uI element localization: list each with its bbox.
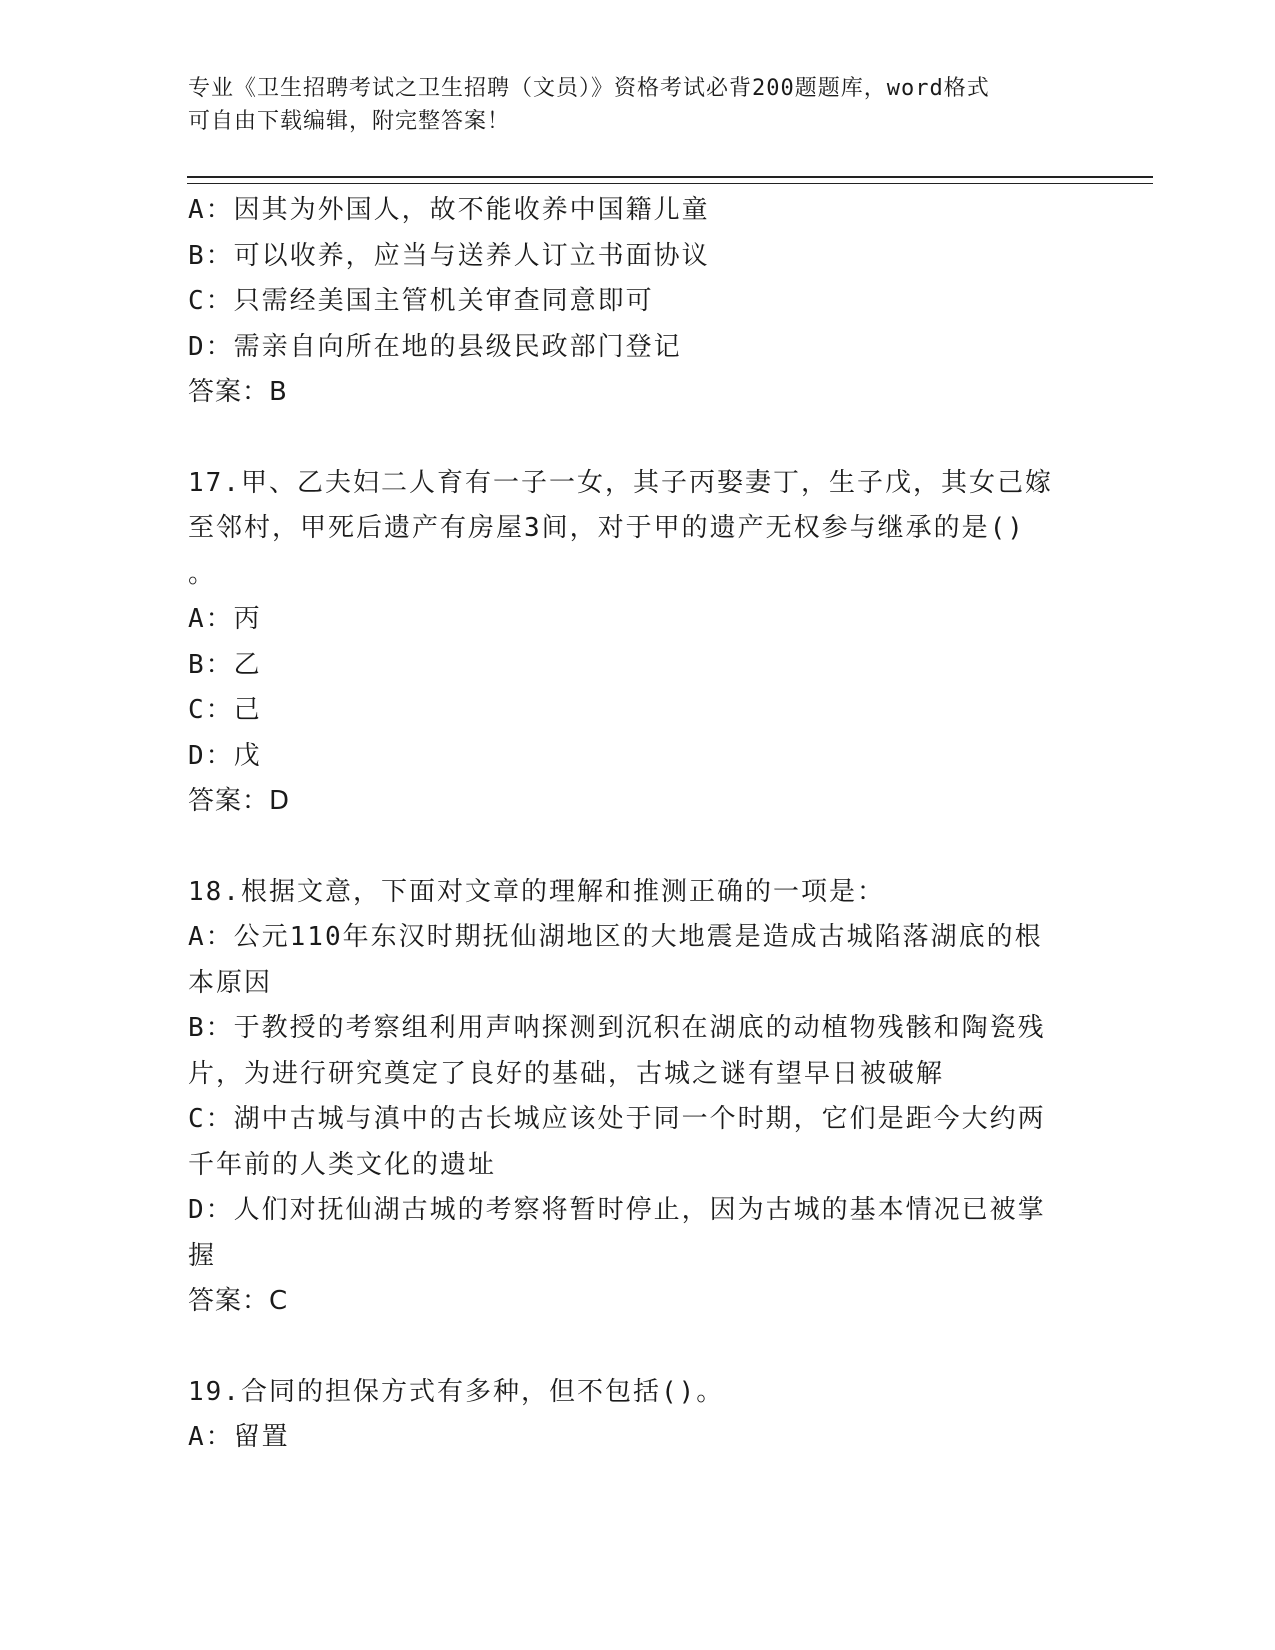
- option-line: 片，为进行研究奠定了良好的基础，古城之谜有望早日被破解: [188, 1058, 945, 1089]
- option-line: 千年前的人类文化的遗址: [188, 1149, 497, 1180]
- option-line: B：于教授的考察组利用声呐探测到沉积在湖底的动植物残骸和陶瓷残: [188, 1013, 1046, 1043]
- option-line: 本原因: [188, 967, 273, 998]
- answer-line: 答案：D: [188, 786, 291, 816]
- question-stem: 19.合同的担保方式有多种，但不包括()。: [188, 1376, 725, 1407]
- header-title-line-1: 专业《卫生招聘考试之卫生招聘（文员）》资格考试必背200题题库，word格式: [188, 76, 990, 101]
- option-line: C：湖中古城与滇中的古长城应该处于同一个时期，它们是距今大约两: [188, 1104, 1046, 1134]
- option-b: B：乙: [188, 649, 262, 680]
- option-a: A：留置: [188, 1422, 290, 1452]
- document-body: [188, 188, 1088, 1461]
- question-stem-line: 至邻村，甲死后遗产有房屋3间，对于甲的遗产无权参与继承的是(): [188, 513, 1025, 543]
- option-a: A：因其为外国人，故不能收养中国籍儿童: [188, 195, 710, 225]
- document-header: [188, 72, 1068, 138]
- question-19: [188, 1370, 1088, 1461]
- option-c: C：己: [188, 695, 262, 725]
- question-stem: 18.根据文意，下面对文章的理解和推测正确的一项是：: [188, 876, 885, 907]
- option-d: D：需亲自向所在地的县级民政部门登记: [188, 331, 682, 362]
- question-18: [188, 870, 1088, 1325]
- question-stem-line: 17.甲、乙夫妇二人育有一子一女，其子丙娶妻丁，生子戊，其女己嫁: [188, 467, 1053, 498]
- option-line: 握: [188, 1240, 217, 1271]
- question-stem-line: 。: [188, 558, 217, 589]
- option-b: B：可以收养，应当与送养人订立书面协议: [188, 240, 710, 271]
- question-16: [188, 188, 1088, 416]
- option-line: D：人们对抚仙湖古城的考察将暂时停止，因为古城的基本情况已被掌: [188, 1195, 1046, 1225]
- option-a: A：丙: [188, 604, 262, 634]
- option-c: C：只需经美国主管机关审查同意即可: [188, 286, 654, 316]
- answer-line: 答案：B: [188, 377, 288, 407]
- header-divider-thin: [187, 183, 1153, 184]
- answer-line: 答案：C: [188, 1286, 289, 1316]
- header-divider: [187, 176, 1153, 178]
- option-d: D：戊: [188, 740, 262, 771]
- question-17: [188, 461, 1088, 825]
- header-title-line-2: 可自由下载编辑，附完整答案！: [188, 109, 511, 134]
- option-line: A：公元110年东汉时期抚仙湖地区的大地震是造成古城陷落湖底的根: [188, 922, 1043, 952]
